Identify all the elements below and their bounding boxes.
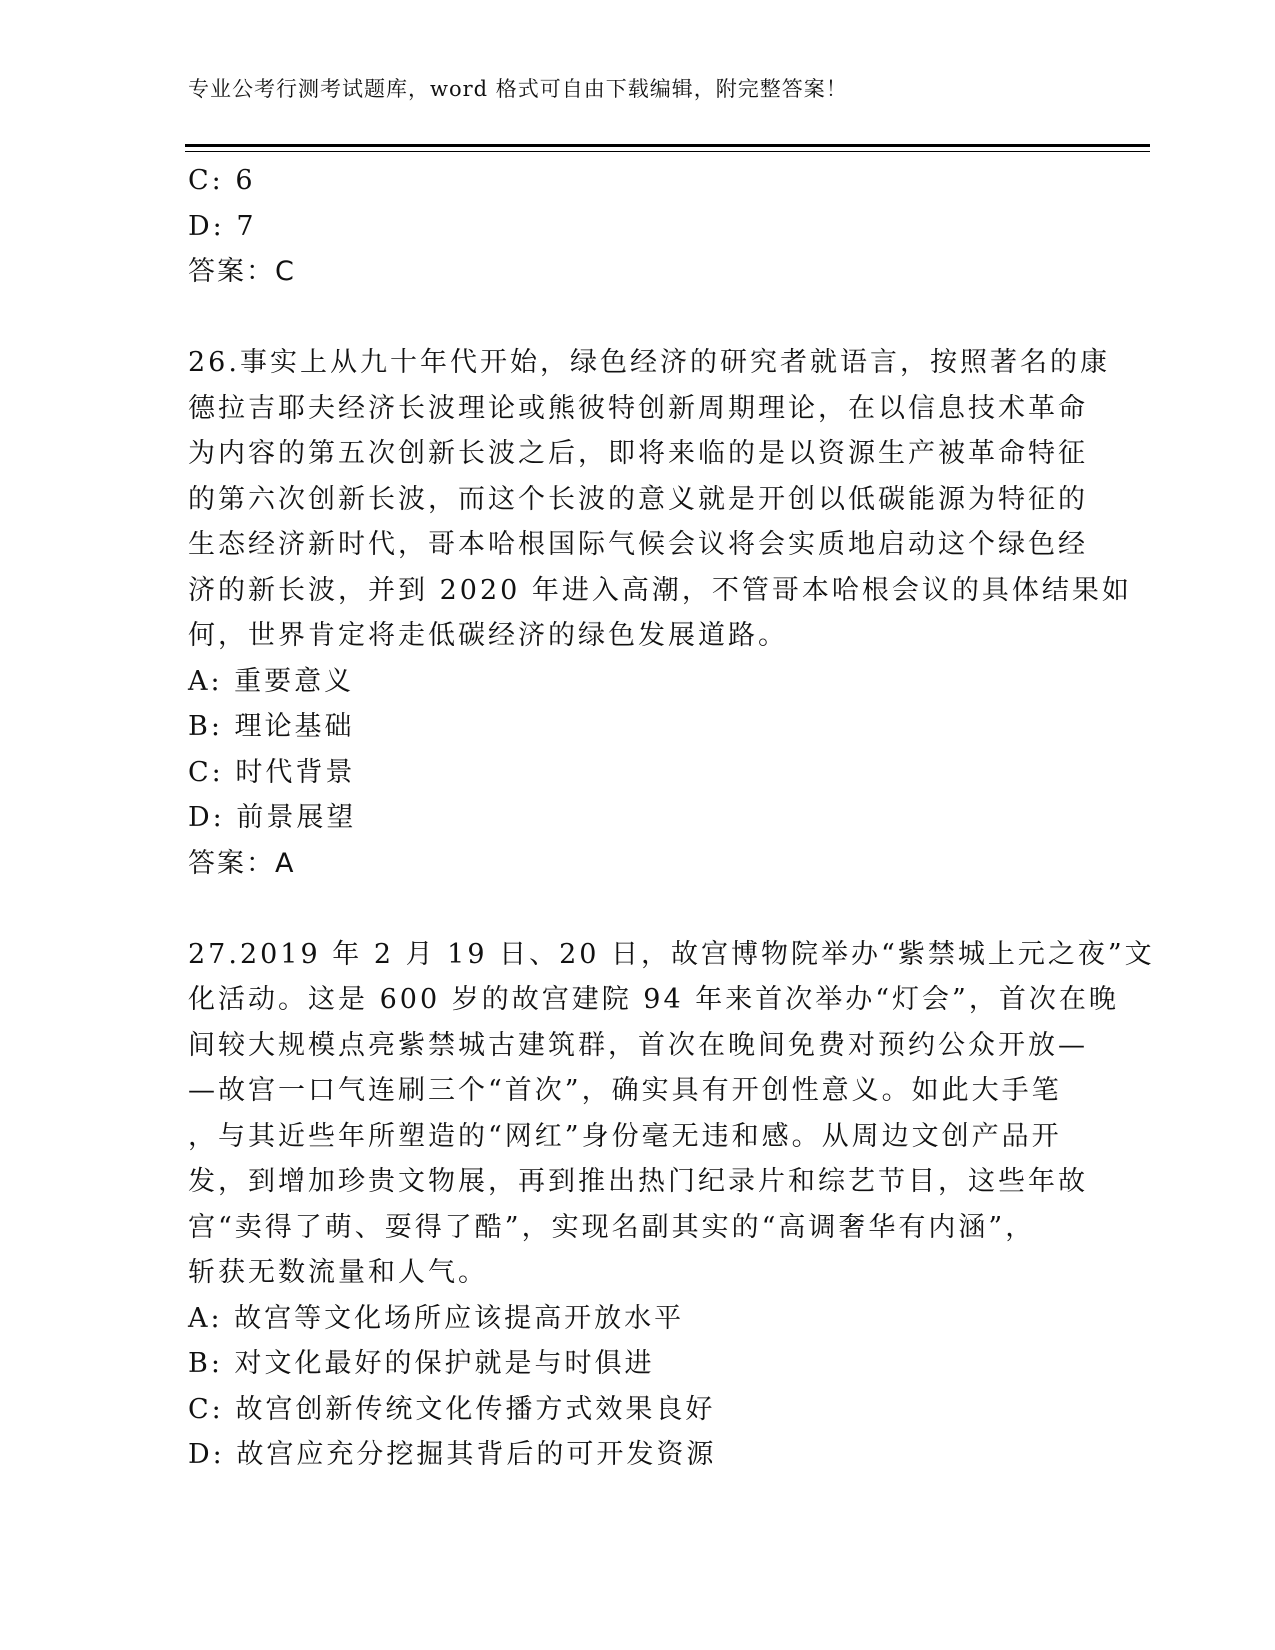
question-stem-line: 间较大规模点亮紫禁城古建筑群，首次在晚间免费对预约公众开放— <box>188 1029 1088 1061</box>
question-stem-line: 斩获无数流量和人气。 <box>188 1257 488 1288</box>
header-rule-thin <box>185 151 1150 152</box>
question-stem-line: 26.事实上从九十年代开始，绿色经济的研究者就语言，按照著名的康 <box>188 347 1110 378</box>
option-a: A: 故宫等文化场所应该提高开放水平 <box>188 1302 685 1334</box>
header-rule-thick <box>185 144 1150 147</box>
question-27 <box>188 932 1155 1478</box>
question-stem-line: 发，到增加珍贵文物展，再到推出热门纪录片和综艺节目，这些年故 <box>188 1166 1088 1197</box>
content-body <box>188 158 1155 1478</box>
question-stem-line: ，与其近些年所塑造的“网红”身份毫无违和感。从周边文创产品开 <box>188 1120 1062 1152</box>
question-stem-line: 27.2019 年 2 月 19 日、20 日，故宫博物院举办“紫禁城上元之夜”文 <box>188 938 1155 970</box>
option-d: D: 7 <box>188 210 257 242</box>
answer-label: 答案：A <box>188 847 296 879</box>
question-stem-line: —故宫一口气连刷三个“首次”，确实具有开创性意义。如此大手笔 <box>188 1075 1062 1106</box>
option-c: C: 时代背景 <box>188 756 356 788</box>
answer-label: 答案：C <box>188 256 296 287</box>
question-stem-line: 为内容的第五次创新长波之后，即将来临的是以资源生产被革命特征 <box>188 438 1088 469</box>
question-stem-line: 宫“卖得了萌、耍得了酷”，实现名副其实的“高调奢华有内涵”， <box>188 1211 1036 1243</box>
option-d: D: 故宫应充分挖掘其背后的可开发资源 <box>188 1439 717 1470</box>
question-stem-line: 生态经济新时代，哥本哈根国际气候会议将会实质地启动这个绿色经 <box>188 529 1088 560</box>
option-a: A: 重要意义 <box>188 665 355 697</box>
prev-question <box>188 158 1088 295</box>
question-stem-line: 化活动。这是 600 岁的故宫建院 94 年来首次举办“灯会”，首次在晚 <box>188 984 1119 1015</box>
question-stem-line: 何，世界肯定将走低碳经济的绿色发展道路。 <box>188 620 788 651</box>
question-26 <box>188 340 1132 886</box>
option-c: C: 故宫创新传统文化传播方式效果良好 <box>188 1393 716 1425</box>
option-b: B: 对文化最好的保护就是与时俱进 <box>188 1348 655 1379</box>
question-stem-line: 德拉吉耶夫经济长波理论或熊彼特创新周期理论，在以信息技术革命 <box>188 392 1088 424</box>
option-b: B: 理论基础 <box>188 711 355 742</box>
option-c: C: 6 <box>188 165 256 196</box>
page-header: 专业公考行测考试题库，word 格式可自由下载编辑，附完整答案！ <box>188 77 848 101</box>
option-d: D: 前景展望 <box>188 802 357 833</box>
question-stem-line: 的第六次创新长波，而这个长波的意义就是开创以低碳能源为特征的 <box>188 483 1088 515</box>
question-stem-line: 济的新长波，并到 2020 年进入高潮，不管哥本哈根会议的具体结果如 <box>188 574 1132 606</box>
